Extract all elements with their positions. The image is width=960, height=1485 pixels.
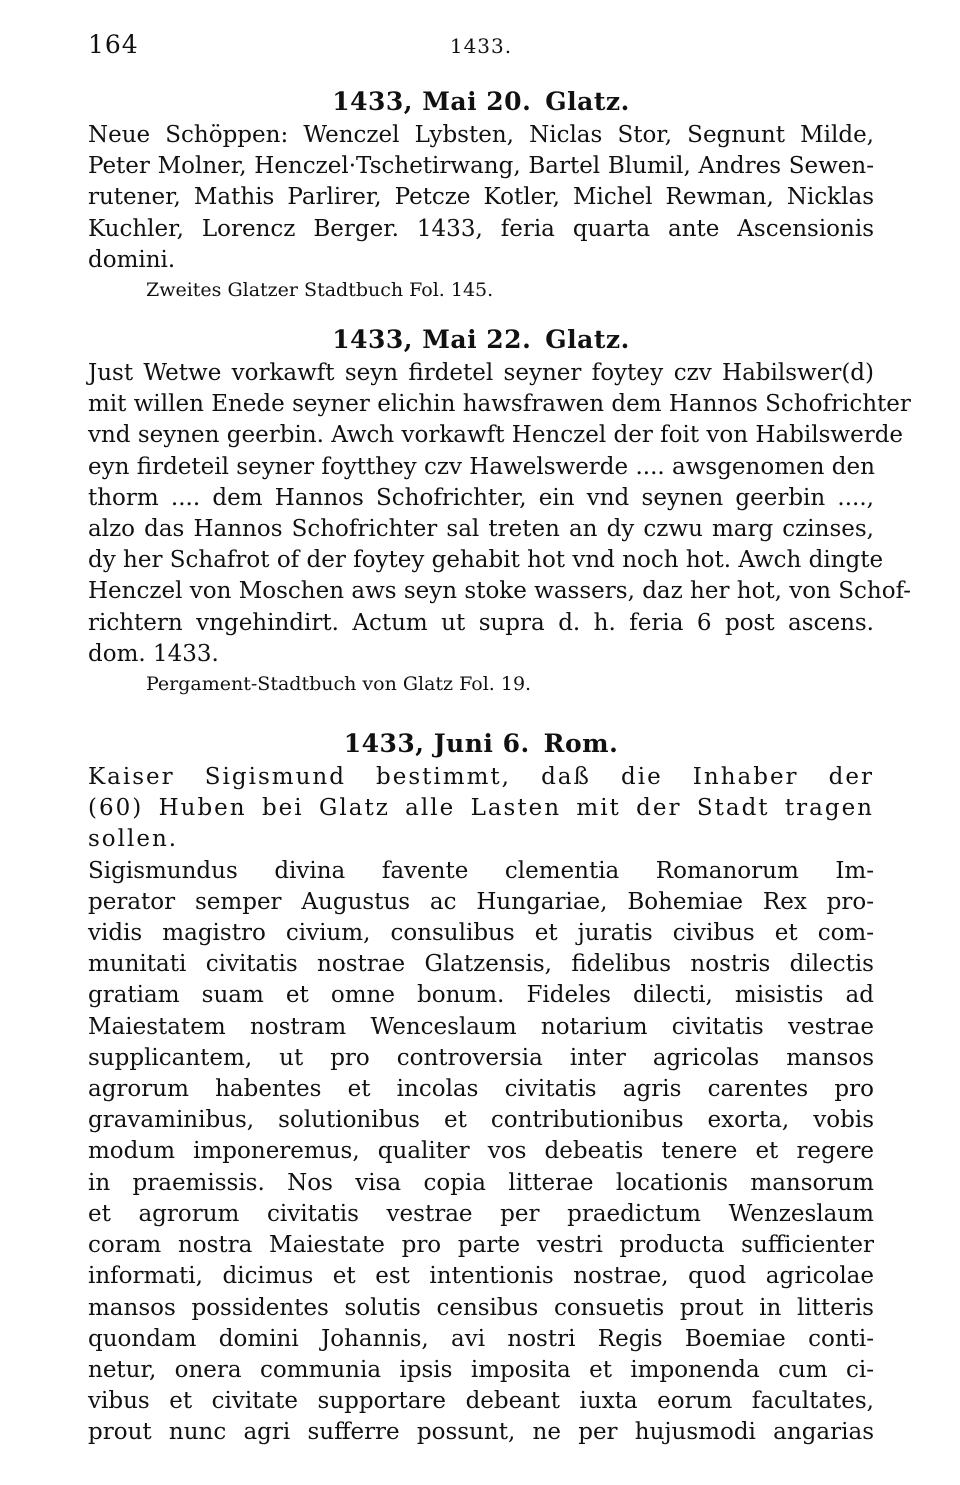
- text-line: modum imponeremus, qualiter vos debeatis tenere et regere: [88, 1138, 874, 1165]
- entry-text: [88, 120, 874, 276]
- text-line: thorm .... dem Hannos Schofrichter, ein vnd seynen geerbin ....,: [88, 484, 874, 511]
- text-line: mit willen Enede seyner elichin hawsfrawen dem Hannos Schofrichter: [88, 391, 911, 418]
- text-line: gratiam suam et omne bonum. Fideles dilecti, misistis ad: [88, 982, 874, 1009]
- text-line: vibus et civitate supportare debeant iuxta eorum facultates,: [88, 1388, 874, 1415]
- text-line: Kuchler, Lorencz Berger. 1433, feria quarta ante Ascensionis: [88, 215, 874, 242]
- text-line: eyn firdeteil seyner foytthey czv Hawelswerde .... awsgenomen den: [88, 453, 875, 480]
- source-citation: Zweites Glatzer Stadtbuch Fol. 145.: [146, 279, 494, 302]
- text-line: Maiestatem nostram Wenceslaum notarium civitatis vestrae: [88, 1013, 874, 1040]
- text-line: rutener, Mathis Parlirer, Petcze Kotler, Michel Rewman, Nicklas: [88, 184, 874, 211]
- entry-3: [88, 728, 874, 1448]
- running-title: 1433.: [449, 34, 513, 58]
- text-line: Peter Molner, Henczel·Tschetirwang, Bartel Blumil, Andres Sewen-: [88, 153, 874, 180]
- entry-date: 1433, Mai 20.: [332, 87, 532, 116]
- entry-heading: [88, 86, 874, 118]
- text-line: Neue Schöppen: Wenczel Lybsten, Niclas Stor, Segnunt Milde,: [88, 122, 874, 148]
- text-line: alzo das Hannos Schofrichter sal treten an dy czwu marg czinses,: [88, 516, 874, 543]
- text-line: perator semper Augustus ac Hungariae, Bohemiae Rex pro-: [88, 888, 874, 915]
- entry-place: Glatz.: [545, 325, 630, 355]
- page-number: 164: [88, 30, 139, 59]
- text-line: in praemissis. Nos visa copia litterae locationis mansorum: [88, 1169, 874, 1196]
- text-line: informati, dicimus et est intentionis nostrae, quod agricolae: [88, 1263, 874, 1290]
- summary-line: sollen.: [88, 826, 179, 853]
- source-citation: Pergament-Stadtbuch von Glatz Fol. 19.: [146, 673, 532, 696]
- text-line: vnd seynen geerbin. Awch vorkawft Henczel der foit von Habilswerde: [88, 422, 904, 449]
- text-line: Just Wetwe vorkawft seyn firdetel seyner foyteу czv Habilswer(d): [88, 360, 874, 387]
- text-line: netur, onera communia ipsis imposita et imponenda cum ci-: [88, 1356, 874, 1383]
- text-line: Henczel von Moschen aws seyn stoke wassers, daz her hot, von Schof-: [88, 578, 912, 605]
- text-line: prout nunc agri sufferre possunt, ne per hujusmodi angarias: [88, 1419, 874, 1446]
- summary-line: Kaiser Sigismund bestimmt, daß die Inhaber der: [88, 764, 874, 791]
- text-line: dy her Schafrot of der foytey gehabit hot vnd noch hot. Awch dingte: [88, 547, 884, 574]
- entry-summary: [88, 762, 874, 856]
- text-line: et agrorum civitatis vestrae per praedictum Wenzeslaum: [88, 1200, 874, 1227]
- text-line: mansos possidentes solutis censibus consuetis prout in litteris: [88, 1294, 874, 1321]
- text-line: quondam domini Johannis, avi nostri Regis Boemiae conti-: [88, 1325, 874, 1352]
- entry-heading: [88, 728, 874, 760]
- entry-2: [88, 324, 912, 698]
- text-line: Sigismundus divina favente clementia Romanorum Im-: [88, 857, 874, 884]
- text-line: munitati civitatis nostrae Glatzensis, fidelibus nostris dilectis: [88, 951, 874, 978]
- text-line: agrorum habentes et incolas civitatis agris carentes pro: [88, 1076, 874, 1103]
- text-line: richtern vngehindirt. Actum ut supra d. h. feria 6 post ascens.: [88, 609, 874, 636]
- entry-date: 1433, Juni 6.: [343, 729, 530, 759]
- entry-1: [88, 86, 874, 304]
- text-line: vidis magistro civium, consulibus et juratis civibus et com-: [88, 920, 874, 947]
- entry-heading: [88, 324, 874, 356]
- text-line: coram nostra Maiestate pro parte vestri producta sufficienter: [88, 1232, 874, 1259]
- entry-text: [88, 856, 874, 1449]
- text-line: supplicantem, ut pro controversia inter agricolas mansos: [88, 1044, 874, 1071]
- entry-text: [88, 358, 912, 670]
- summary-line: (60) Huben bei Glatz alle Lasten mit der Stadt tragen: [88, 795, 874, 822]
- entry-place: Rom.: [543, 729, 619, 759]
- entry-date: 1433, Mai 22.: [332, 325, 532, 355]
- entry-place: Glatz.: [545, 87, 630, 116]
- text-line: gravaminibus, solutionibus et contributionibus exorta, vobis: [88, 1107, 874, 1134]
- text-line: domini.: [88, 246, 176, 273]
- page: [88, 30, 912, 1449]
- running-head: [88, 30, 874, 70]
- text-line: dom. 1433.: [88, 640, 219, 667]
